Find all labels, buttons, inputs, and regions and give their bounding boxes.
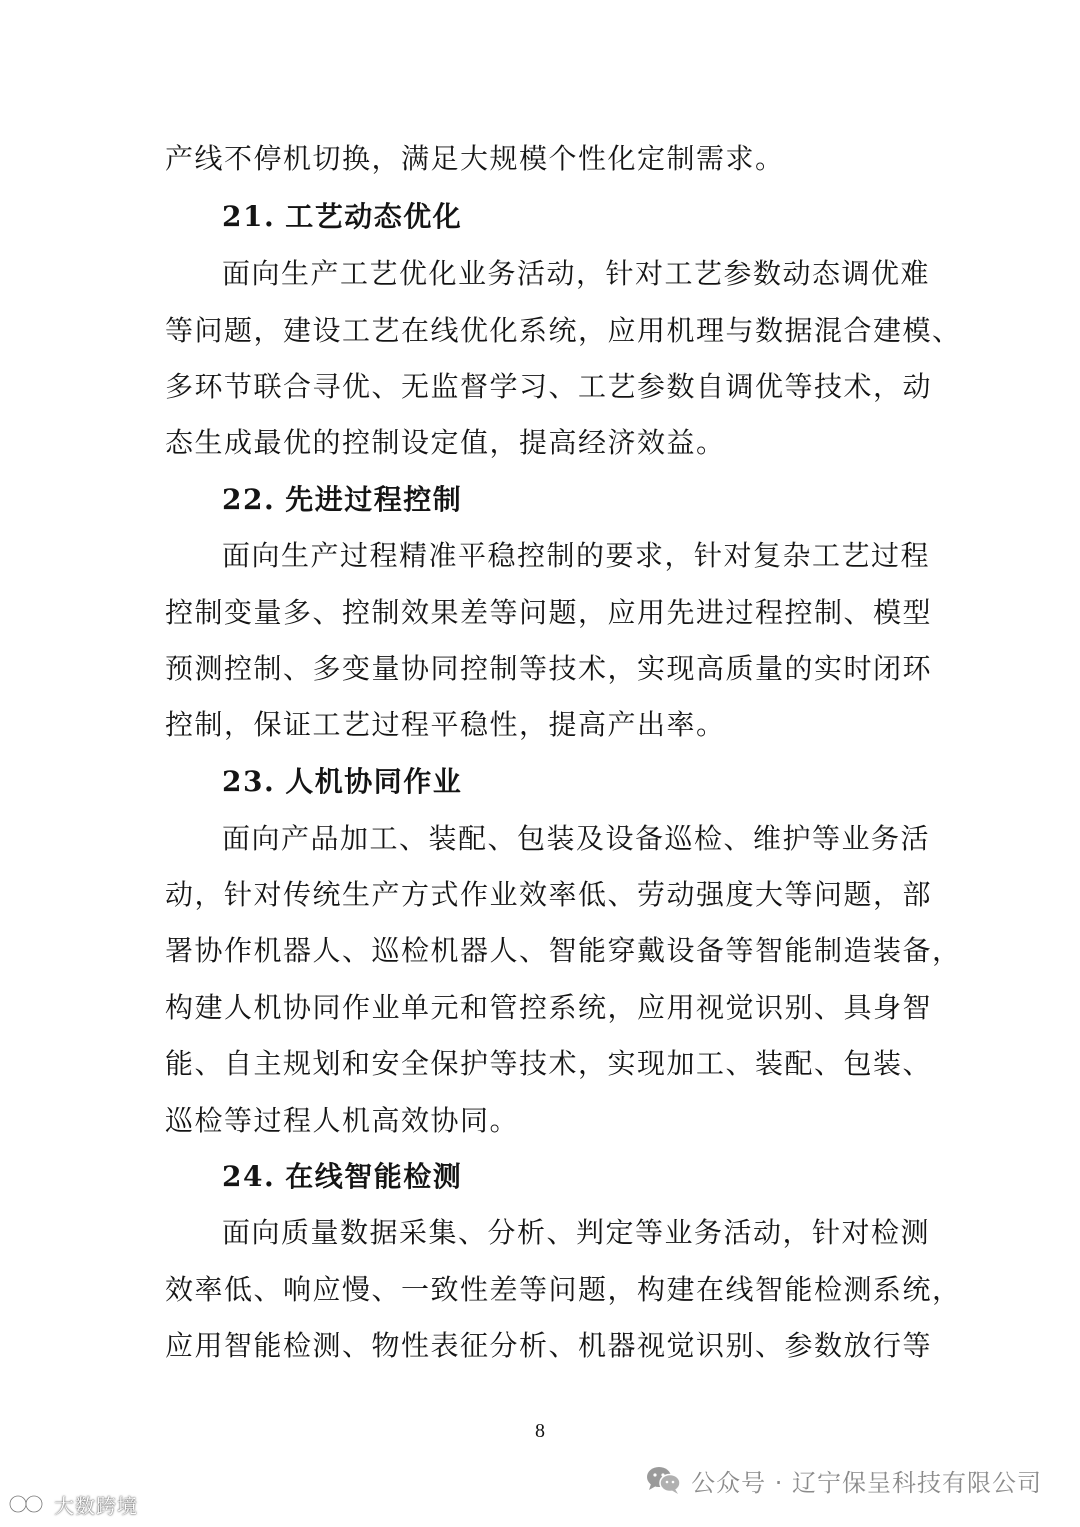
paragraph-line: 构建人机协同作业单元和管控系统，应用视觉识别、具身智: [165, 991, 933, 1024]
section-heading-23: [222, 758, 462, 806]
section-heading-24: [222, 1153, 462, 1201]
paragraph-line: 应用智能检测、物性表征分析、机器视觉识别、参数放行等: [165, 1329, 933, 1362]
paragraph-line: 等问题，建设工艺在线优化系统，应用机理与数据混合建模、: [165, 314, 962, 347]
section-heading-22: [222, 476, 462, 524]
paragraph-line: 多环节联合寻优、无监督学习、工艺参数自调优等技术，动: [165, 370, 933, 403]
paragraph-line: 控制变量多、控制效果差等问题，应用先进过程控制、模型: [165, 596, 933, 629]
logo-icon: [6, 1492, 50, 1516]
page-number: 8: [535, 1420, 545, 1442]
wechat-watermark: [645, 1458, 1042, 1502]
paragraph-line: 预测控制、多变量协同控制等技术，实现高质量的实时闭环: [165, 652, 933, 685]
paragraph-line: 面向生产过程精准平稳控制的要求，针对复杂工艺过程: [222, 539, 931, 572]
source-watermark: [6, 1486, 138, 1522]
paragraph-line: 署协作机器人、巡检机器人、智能穿戴设备等智能制造装备，: [165, 934, 962, 967]
section-number: 21.: [222, 200, 276, 233]
paragraph-line: 效率低、响应慢、一致性差等问题，构建在线智能检测系统，: [165, 1273, 962, 1306]
paragraph-line: 面向质量数据采集、分析、判定等业务活动，针对检测: [222, 1216, 931, 1249]
paragraph-line: 控制，保证工艺过程平稳性，提高产出率。: [165, 708, 726, 741]
watermark-text: 公众号 · 辽宁保呈科技有限公司: [691, 1468, 1042, 1497]
section-number: 23.: [222, 765, 276, 798]
section-number: 24.: [222, 1160, 276, 1193]
section-heading-21: [222, 193, 462, 241]
paragraph-line: 面向产品加工、装配、包装及设备巡检、维护等业务活: [222, 822, 931, 855]
paragraph-line: 动，针对传统生产方式作业效率低、劳动强度大等问题，部: [165, 878, 933, 911]
section-title: 人机协同作业: [285, 765, 463, 798]
paragraph-line: 面向生产工艺优化业务活动，针对工艺参数动态调优难: [222, 257, 931, 290]
watermark-text: 大数跨境: [54, 1493, 138, 1518]
paragraph-line: 能、自主规划和安全保护等技术，实现加工、装配、包装、: [165, 1047, 933, 1080]
section-title: 先进过程控制: [285, 483, 463, 516]
paragraph-line: 态生成最优的控制设定值，提高经济效益。: [165, 426, 726, 459]
wechat-icon: [645, 1465, 681, 1495]
section-number: 22.: [222, 483, 276, 516]
section-title: 工艺动态优化: [285, 200, 463, 233]
paragraph-line: 巡检等过程人机高效协同。: [165, 1104, 520, 1137]
section-title: 在线智能检测: [285, 1160, 463, 1193]
paragraph-line: 产线不停机切换，满足大规模个性化定制需求。: [165, 142, 785, 175]
